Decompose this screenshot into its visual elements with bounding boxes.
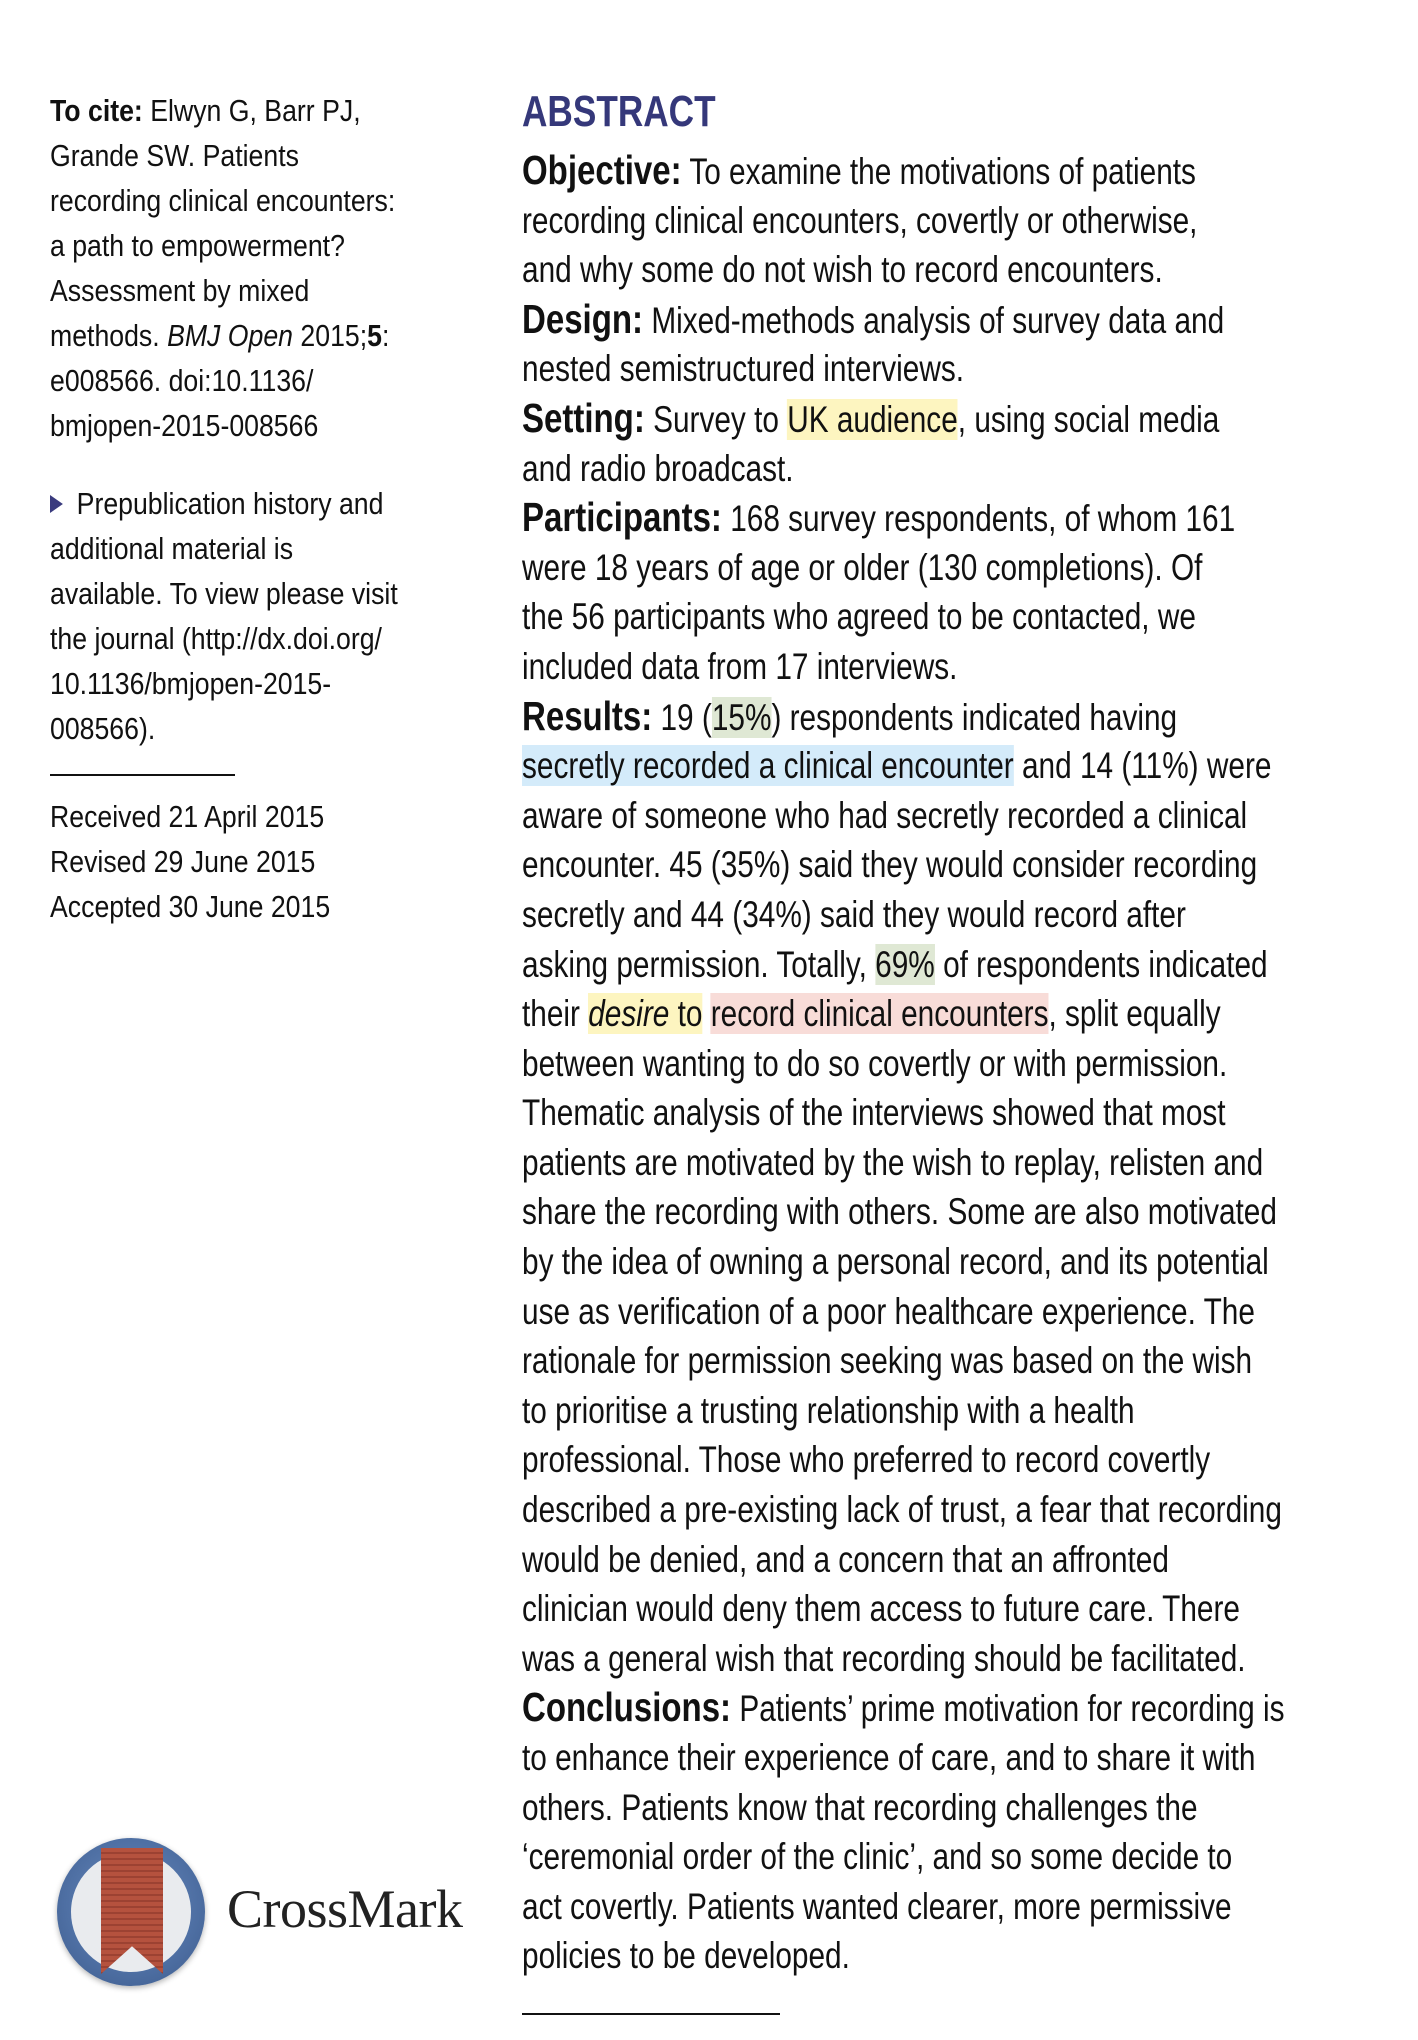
design-paragraph: Design: Mixed-methods analysis of survey data and nested semistructured interviews. [522, 295, 1225, 390]
journal-link[interactable]: the journal (http://dx.doi.org/ [50, 621, 382, 656]
highlight-record-clinical-encounters[interactable]: record clinical encounters [710, 993, 1049, 1035]
accepted-date: Accepted 30 June 2015 [50, 889, 331, 924]
abstract-section [522, 86, 1412, 1981]
journal-name: BMJ Open [167, 318, 294, 353]
publication-dates [50, 794, 480, 929]
abstract-heading: ABSTRACT [522, 87, 716, 136]
objective-paragraph: Objective: To examine the motivations of patients recording clinical encounters, covertly or otherwise, and why some do not wish to record encounters. [522, 147, 1198, 291]
setting-paragraph: Setting: Survey to UK audience, using social media and radio broadcast. [522, 394, 1220, 489]
triangle-right-icon [50, 495, 63, 513]
highlight-desire-to[interactable]: desire to [588, 993, 703, 1035]
highlight-69-percent[interactable]: 69% [875, 943, 935, 985]
participants-label: Participants: [522, 494, 722, 541]
highlight-uk-audience[interactable]: UK audience [787, 398, 958, 440]
results-label: Results: [522, 692, 653, 739]
doi-text: e008566. doi:10.1136/ [50, 363, 314, 398]
journal-link[interactable]: 10.1136/bmjopen-2015- [50, 666, 332, 701]
citation-block: To cite: Elwyn G, Barr PJ, Grande SW. Patients recording clinical encounters: a path to empowerment? Assessment by mixed methods. BMJ Open 2015;5: e008566. doi:10.1136/ bmjopen-2015-008566 [50, 88, 480, 448]
highlight-secretly-recorded[interactable]: secretly recorded a clinical encounter [522, 745, 1014, 787]
crossmark-badge[interactable] [55, 1838, 485, 1998]
conclusions-paragraph: Conclusions: Patients’ prime motivation for recording is to enhance their experience of care, and to share it with others. Patients know that recording challenges the ‘ceremonial order of the clinic’, and so some decide to act covertly. Patients wanted clearer, more permissive policies to be developed. [522, 1684, 1285, 1977]
conclusions-label: Conclusions: [522, 1684, 732, 1731]
design-label: Design: [522, 295, 644, 342]
cite-label: To cite: [50, 93, 143, 128]
received-date: Received 21 April 2015 [50, 799, 325, 834]
prepublication-note: Prepublication history and additional material is available. To view please visit the journal (http://dx.doi.org/ 10.1136/bmjopen-2015- 008566). [50, 481, 480, 751]
crossmark-ribbon-icon [57, 1838, 205, 1986]
results-paragraph: Results: 19 (15%) respondents indicated having secretly recorded a clinical encounter and 14 (11%) were aware of someone who had secretly recorded a clinical encounter. 45 (35%) said they would consider recording secretly and 44 (34%) said they would record after asking permission. Totally, 69% of respondents indicated their desire to record clinical encounters, split equally between wanting to do so covertly or with permission. Thematic analysis of the interviews showed that most patients are motivated by the wish to replay, relisten and share the recording with others. Some are also motivated by the idea of owning a personal record, and its potential use as verification of a poor healthcare experience. The rationale for permission seeking was based on the wish to prioritise a trusting relationship with a health professional. Those who preferred to record covertly described a pre-existing lack of trust, a fear that recording would be denied, and a concern that an affronted clinician would deny them access to future care. There was a general wish that recording should be facilitated. [522, 692, 1282, 1679]
crossmark-label: CrossMark [227, 1879, 463, 1939]
revised-date: Revised 29 June 2015 [50, 844, 316, 879]
objective-label: Objective: [522, 147, 682, 193]
setting-label: Setting: [522, 394, 645, 441]
abstract-end-divider [522, 2013, 780, 2015]
highlight-15-percent[interactable]: 15% [711, 696, 772, 738]
journal-link[interactable]: 008566). [50, 711, 156, 746]
volume-number: 5 [367, 318, 382, 353]
divider [50, 774, 235, 776]
article-sidebar [50, 88, 480, 929]
participants-paragraph: Participants: 168 survey respondents, of whom 161 were 18 years of age or older (130 completions). Of the 56 participants who agreed to be contacted, we included data from 17 interviews. [522, 494, 1236, 687]
